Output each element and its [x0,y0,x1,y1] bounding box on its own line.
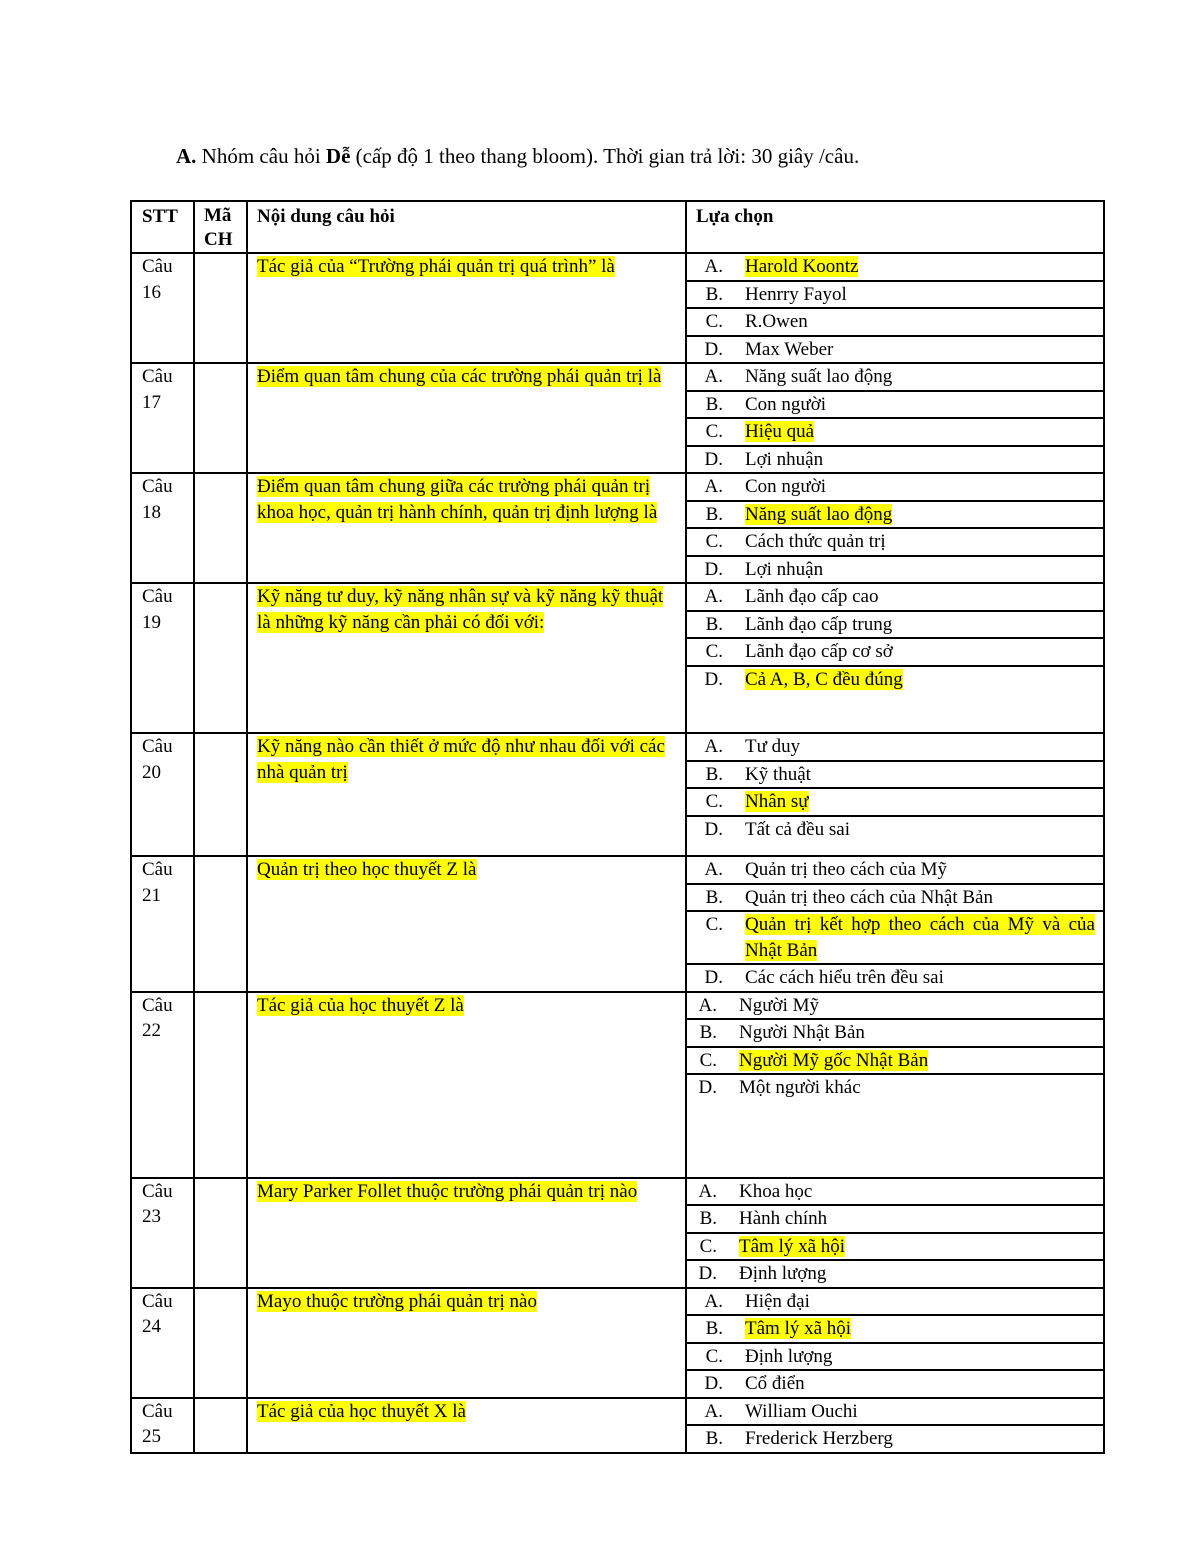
option-item [687,337,1103,363]
option-letter: C. [705,311,723,332]
option-text-correct: Năng suất lao động [745,503,893,525]
section-heading [176,144,859,169]
table-row [131,253,1104,363]
option-text: Max Weber [745,338,834,360]
question-code [194,473,247,583]
question-cell [247,363,686,473]
question-number: Câu 24 [131,1288,194,1398]
option-text-correct: Hiệu quả [745,421,815,442]
question-cell [247,856,686,992]
option-item [687,639,1103,667]
option-item [687,1289,1103,1317]
option-letter: D. [704,668,723,690]
option-text: Lợi nhuận [745,558,824,580]
option-text: Định lượng [745,1345,833,1367]
options-cell [686,1288,1104,1398]
option-item [687,612,1103,640]
option-letter: A. [704,736,723,757]
options-cell [686,856,1104,992]
option-text: Con người [745,393,827,415]
option-text-correct: Tâm lý xã hội [745,1318,852,1339]
option-letter: A. [704,859,723,880]
option-item [687,1048,1103,1076]
option-item [687,857,1103,885]
option-text: Hành chính [739,1208,828,1229]
option-letter: B. [705,1318,723,1339]
option-text: R.Owen [745,311,808,332]
question-cell [247,1288,686,1398]
question-code [194,583,247,733]
question-number: Câu 17 [131,363,194,473]
question-cell [247,253,686,363]
question-cell [247,1398,686,1453]
option-letter: B. [699,1208,717,1229]
option-text-correct: Quản trị kết hợp theo cách của Mỹ và của Nhật Bản [745,914,1095,961]
question-number: Câu 19 [131,583,194,733]
option-item [687,734,1103,762]
option-text: Frederick Herzberg [745,1428,893,1449]
table-row [131,1398,1104,1453]
option-item [687,762,1103,790]
table-body [131,253,1104,1453]
question-text: Điểm quan tâm chung của các trường phái quản trị là [257,366,662,387]
question-text: Mary Parker Follet thuộc trường phái quản trị nào [257,1180,638,1202]
option-letter: D. [704,967,723,988]
options-cell [686,583,1104,733]
option-item [687,1316,1103,1344]
option-letter: D. [698,1077,717,1098]
option-letter: B. [705,503,723,525]
options-cell [686,733,1104,856]
question-number: Câu 21 [131,856,194,992]
question-cell [247,733,686,856]
option-letter: D. [704,448,723,470]
question-number: Câu 23 [131,1178,194,1288]
question-cell [247,473,686,583]
option-text-correct: Người Mỹ gốc Nhật Bản [739,1049,929,1071]
option-letter: A. [704,256,723,277]
option-letter: D. [704,558,723,580]
option-item [687,885,1103,913]
question-number: Câu 22 [131,992,194,1178]
question-text: Điểm quan tâm chung giữa các trường phái quản trị khoa học, quản trị hành chính, quản trị định lượng là [257,476,658,523]
question-code [194,253,247,363]
option-text: Henrry Fayol [745,283,847,305]
option-item [687,912,1103,965]
option-item [687,309,1103,337]
option-text: Một người khác [739,1077,861,1098]
option-letter: A. [704,476,723,497]
option-text: Kỹ thuật [745,763,811,785]
option-letter: B. [705,393,723,415]
header-choices: Lựa chọn [686,201,1104,253]
options-cell [686,253,1104,363]
option-text: Các cách hiểu trên đều sai [745,967,944,988]
header-content: Nội dung câu hỏi [247,201,686,253]
option-letter: A. [698,994,717,1016]
option-letter: C. [705,1345,723,1367]
option-text: Tư duy [745,736,801,757]
table-row [131,583,1104,733]
question-code [194,733,247,856]
question-number: Câu 16 [131,253,194,363]
table-row [131,1288,1104,1398]
question-cell [247,583,686,733]
option-text: Lãnh đạo cấp cơ sở [745,641,893,662]
option-letter: C. [699,1235,717,1257]
option-item [687,557,1103,583]
option-item [687,965,1103,991]
heading-text-after: (cấp độ 1 theo thang bloom). Thời gian trả lời: 30 giây /câu. [350,144,860,168]
option-item [687,1261,1103,1287]
heading-text-before: Nhóm câu hỏi [196,144,326,168]
options-cell [686,992,1104,1178]
option-item [687,1206,1103,1234]
option-letter: A. [704,586,723,607]
option-letter: D. [704,1373,723,1394]
option-letter: C. [705,791,723,812]
option-letter: B. [705,283,723,305]
option-letter: C. [705,914,723,935]
question-number: Câu 18 [131,473,194,583]
options-cell [686,473,1104,583]
option-text: Cách thức quản trị [745,531,886,552]
option-item [687,789,1103,817]
question-text: Tác giả của học thuyết X là [257,1400,466,1422]
option-item [687,392,1103,420]
option-letter: A. [704,366,723,387]
option-text: Lãnh đạo cấp trung [745,613,893,635]
question-cell [247,1178,686,1288]
option-item [687,1426,1103,1452]
question-code [194,1178,247,1288]
option-text: Quản trị theo cách của Nhật Bản [745,886,993,908]
option-item [687,1020,1103,1048]
option-text: Tất cả đều sai [745,818,850,840]
table-row [131,992,1104,1178]
question-text: Quản trị theo học thuyết Z là [257,859,477,880]
option-letter: D. [698,1263,717,1284]
option-letter: D. [704,338,723,360]
option-text: Khoa học [739,1180,813,1202]
option-item [687,1371,1103,1397]
option-text-correct: Tâm lý xã hội [739,1235,846,1257]
question-text: Mayo thuộc trường phái quản trị nào [257,1290,537,1312]
question-table [130,200,1105,1454]
option-letter: B. [705,613,723,635]
option-letter: A. [704,1290,723,1312]
option-item [687,1179,1103,1207]
option-item [687,419,1103,447]
option-text: Lãnh đạo cấp cao [745,586,879,607]
option-item [687,447,1103,473]
question-code [194,363,247,473]
question-code [194,1398,247,1453]
option-item [687,529,1103,557]
table-row [131,733,1104,856]
table-row [131,363,1104,473]
option-letter: C. [699,1049,717,1071]
option-letter: C. [705,421,723,442]
question-text: Kỹ năng nào cần thiết ở mức độ như nhau đối với các nhà quản trị [257,736,665,783]
option-item [687,817,1103,843]
question-number: Câu 25 [131,1398,194,1453]
option-letter: B. [705,763,723,785]
table-row [131,1178,1104,1288]
option-letter: A. [698,1180,717,1202]
option-text: Người Nhật Bản [739,1022,865,1043]
option-item [687,1399,1103,1427]
option-letter: D. [704,818,723,840]
option-text-correct: Nhân sự [745,791,809,812]
options-cell [686,1178,1104,1288]
question-text: Kỹ năng tư duy, kỹ năng nhân sự và kỹ năng kỹ thuật là những kỹ năng cần phải có đối với: [257,586,664,633]
option-letter: C. [705,531,723,552]
option-text-correct: Harold Koontz [745,256,859,277]
option-text: Con người [745,476,827,497]
option-letter: B. [699,1022,717,1043]
option-text: Cổ điển [745,1373,805,1394]
question-code [194,856,247,992]
option-text: Người Mỹ [739,994,819,1016]
question-text: Tác giả của “Trường phái quản trị quá trình” là [257,256,615,277]
table-row [131,473,1104,583]
option-letter: B. [705,886,723,908]
question-cell [247,992,686,1178]
question-text: Tác giả của học thuyết Z là [257,994,464,1016]
question-code [194,992,247,1178]
option-item [687,1344,1103,1372]
option-letter: A. [704,1400,723,1422]
table-row [131,856,1104,992]
option-text: Định lượng [739,1263,827,1284]
option-item [687,667,1103,693]
option-item [687,1234,1103,1262]
question-code [194,1288,247,1398]
options-cell [686,1398,1104,1453]
option-item [687,474,1103,502]
header-code: Mã CH [194,201,247,253]
option-text: William Ouchi [745,1400,858,1422]
option-text: Quản trị theo cách của Mỹ [745,859,948,880]
option-item [687,254,1103,282]
header-stt: STT [131,201,194,253]
option-item [687,1075,1103,1101]
option-text: Hiện đại [745,1290,810,1312]
section-letter: A. [176,144,197,168]
option-letter: B. [705,1428,723,1449]
option-item [687,502,1103,530]
table-header-row [131,201,1104,253]
heading-bold-word: Dễ [325,144,351,168]
option-letter: C. [705,641,723,662]
option-text: Lợi nhuận [745,448,824,470]
option-item [687,584,1103,612]
option-item [687,993,1103,1021]
option-item [687,282,1103,310]
options-cell [686,363,1104,473]
option-item [687,364,1103,392]
option-text-correct: Cả A, B, C đều đúng [745,668,903,690]
question-number: Câu 20 [131,733,194,856]
option-text: Năng suất lao động [745,366,893,387]
